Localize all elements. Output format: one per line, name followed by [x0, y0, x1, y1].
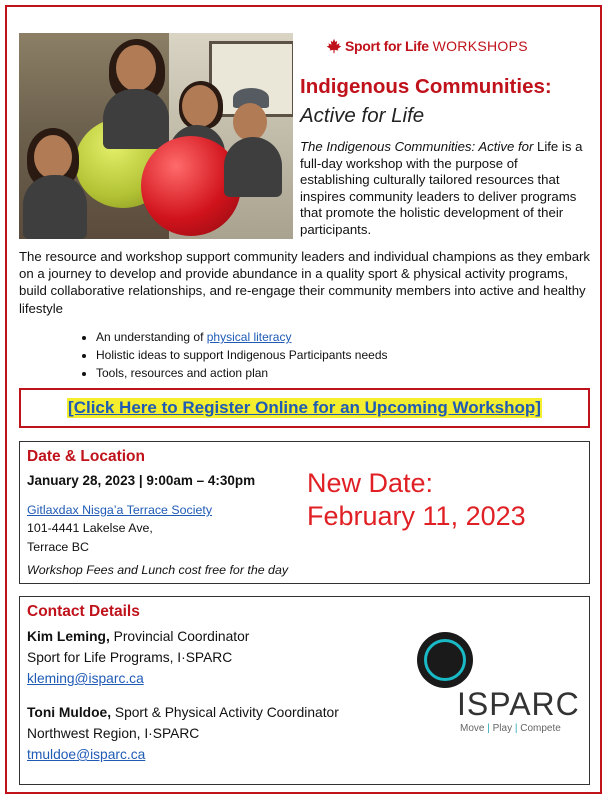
contact-2-role: Sport & Physical Activity Coordinator: [111, 705, 339, 720]
physical-literacy-link[interactable]: physical literacy: [206, 330, 292, 344]
contact-1-name: Kim Leming,: [27, 629, 110, 644]
benefits-list: [78, 328, 388, 382]
contact-1-email-link[interactable]: kleming@isparc.ca: [27, 671, 144, 686]
contact-2-line: [27, 705, 339, 720]
intro-rest: Life is a full-day workshop with the purpose of establishing culturally tailored resources that inspires community leaders to deliver programs that promote the holistic development of their participants.: [300, 139, 583, 237]
fees-note: Workshop Fees and Lunch cost free for the day: [27, 563, 289, 577]
new-date-value: February 11, 2023: [307, 501, 526, 531]
list-item: • Holistic ideas to support Indigenous Participants needs: [96, 346, 388, 364]
address-line-2: Terrace BC: [27, 540, 89, 554]
isparc-wordmark: ISPARC: [457, 686, 580, 722]
contact-2-name: Toni Muldoe,: [27, 705, 112, 720]
contact-1-org: Sport for Life Programs, I·SPARC: [27, 650, 233, 665]
children-photo: [19, 33, 293, 239]
isparc-emblem-icon: [417, 632, 473, 688]
isparc-tagline: Move | Play | Compete: [460, 723, 561, 734]
event-date-time: January 28, 2023 | 9:00am – 4:30pm: [27, 473, 256, 488]
brand-bold-text: Sport for Life: [345, 38, 429, 54]
brand-workshops-text: WORKSHOPS: [432, 38, 528, 54]
venue-link[interactable]: Gitlaxdax Nisga’a Terrace Society: [27, 503, 213, 517]
list-item: • Tools, resources and action plan: [96, 364, 388, 382]
description-paragraph: The resource and workshop support community leaders and individual champions as they embark on a journey to develop and provide abundance in a quality sport & physical activity programs, build collaborative relationships, and re-engage their community members into active and healthy lifestyle: [19, 249, 591, 316]
new-date-label: New Date:: [307, 468, 434, 498]
contact-1-line: [27, 629, 249, 644]
intro-paragraph: [300, 139, 590, 239]
contact-2-org: Northwest Region, I·SPARC: [27, 726, 200, 741]
register-online-link[interactable]: [Click Here to Register Online for an Upcoming Workshop]: [68, 398, 541, 417]
new-date-notice: [307, 467, 526, 533]
maple-leaf-icon: [326, 38, 342, 54]
list-item: • An understanding of physical literacy: [96, 328, 388, 346]
date-location-box: [19, 441, 590, 584]
sport-for-life-brand: [326, 38, 528, 54]
contact-1-role: Provincial Coordinator: [109, 629, 250, 644]
intro-italic: The Indigenous Communities: Active for: [300, 139, 534, 154]
page-title: Indigenous Communities:: [300, 75, 552, 98]
contact-2-email-link[interactable]: tmuldoe@isparc.ca: [27, 747, 146, 762]
page-subtitle: Active for Life: [300, 104, 425, 127]
address-line-1: 101-4441 Lakelse Ave,: [27, 521, 153, 535]
register-banner: [19, 388, 590, 428]
isparc-logo: [417, 632, 587, 742]
contact-heading: Contact Details: [27, 603, 140, 620]
date-location-heading: Date & Location: [27, 448, 145, 465]
